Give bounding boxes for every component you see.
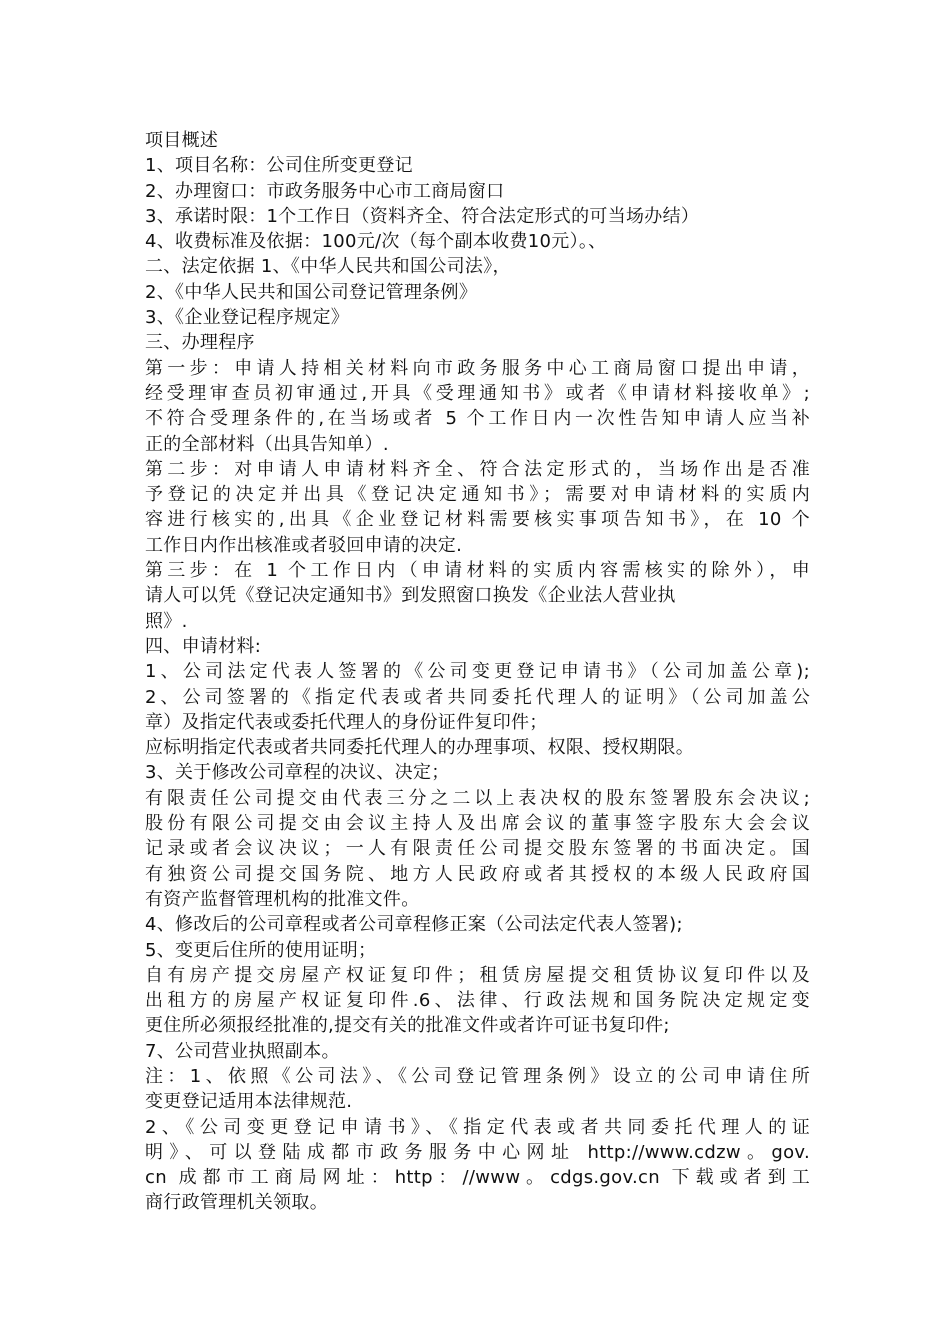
text-line: 正的全部材料（出具告知单）. [145, 433, 389, 455]
text-line: 3、承诺时限：1个工作日（资料齐全、符合法定形式的可当场办结） [145, 205, 700, 227]
text-line: 注：1、依照《公司法》、《公司登记管理条例》设立的公司申请住所 [145, 1065, 810, 1087]
text-line: 应标明指定代表或者共同委托代理人的办理事项、权限、授权期限。 [145, 737, 694, 759]
text-line: 1、公司法定代表人签署的《公司变更登记申请书》（公司加盖公章); [145, 661, 810, 683]
text-line: 更住所必须报经批准的,提交有关的批准文件或者许可证书复印件; [145, 1015, 670, 1037]
text-line: 2、《公司变更登记申请书》、《指定代表或者共同委托代理人的证 [145, 1116, 810, 1138]
text-line: 自有房产提交房屋产权证复印件；租赁房屋提交租赁协议复印件以及 [145, 964, 810, 986]
text-line: 商行政管理机关领取。 [145, 1192, 328, 1214]
text-line: 2、《中华人民共和国公司登记管理条例》 [145, 281, 478, 303]
text-line: 3、《企业登记程序规定》 [145, 307, 350, 329]
text-line: 变更登记适用本法律规范. [145, 1091, 353, 1113]
text-line: 有限责任公司提交由代表三分之二以上表决权的股东签署股东会决议; [145, 787, 810, 809]
text-line: 章）及指定代表或委托代理人的身份证件复印件； [145, 711, 548, 733]
text-line: 2、公司签署的《指定代表或者共同委托代理人的证明》（公司加盖公 [145, 686, 810, 708]
text-line: 工作日内作出核准或者驳回申请的决定. [145, 534, 463, 556]
text-line: 7、公司营业执照副本。 [145, 1040, 340, 1062]
text-line: 3、关于修改公司章程的决议、决定； [145, 762, 450, 784]
text-line: 第一步：申请人持相关材料向市政务服务中心工商局窗口提出申请， [145, 357, 810, 379]
text-line: 2、办理窗口：市政务服务中心市工商局窗口 [145, 180, 505, 202]
text-line: 5、变更后住所的使用证明； [145, 939, 377, 961]
text-line: 经受理审查员初审通过,开具《受理通知书》或者《申请材料接收单》; [145, 382, 810, 404]
text-line: 二、法定依据 1、《中华人民共和国公司法》， [145, 256, 511, 278]
text-line: 三、办理程序 [145, 332, 255, 354]
text-line: 第二步：对申请人申请材料齐全、符合法定形式的，当场作出是否准 [145, 458, 810, 480]
text-line: 项目概述 [145, 130, 219, 151]
text-line: 请人可以凭《登记决定通知书》到发照窗口换发《企业法人营业执 [145, 585, 676, 607]
text-line: cn 成都市工商局网址：http：//www。cdgs.gov.cn 下载或者到工 [145, 1167, 810, 1189]
text-line: 第三步：在 1 个工作日内（申请材料的实质内容需核实的除外），申 [145, 560, 810, 582]
text-line: 容进行核实的,出具《企业登记材料需要核实事项告知书》，在 10 个 [145, 509, 810, 531]
text-line: 有资产监督管理机构的批准文件。 [145, 888, 420, 910]
text-line: 出租方的房屋产权证复印件.6、法律、行政法规和国务院决定规定变 [145, 990, 810, 1012]
text-line: 1、项目名称：公司住所变更登记 [145, 155, 413, 177]
text-line: 予登记的决定并出具《登记决定通知书》；需要对申请材料的实质内 [145, 484, 810, 506]
text-line: 4、修改后的公司章程或者公司章程修正案（公司法定代表人签署); [145, 914, 683, 936]
document-body [145, 128, 810, 1216]
text-line: 明》、可以登陆成都市政务服务中心网址 http://www.cdzw。gov. [145, 1141, 810, 1163]
text-line: 有独资公司提交国务院、地方人民政府或者其授权的本级人民政府国 [145, 863, 810, 885]
text-line: 记录或者会议决议；一人有限责任公司提交股东签署的书面决定。国 [145, 838, 810, 860]
text-line: 不符合受理条件的,在当场或者 5 个工作日内一次性告知申请人应当补 [145, 408, 810, 430]
text-line: 股份有限公司提交由会议主持人及出席会议的董事签字股东大会会议 [145, 813, 810, 835]
text-line: 四、申请材料: [145, 635, 262, 657]
text-line: 4、收费标准及依据：100元/次（每个副本收费10元）。、 [145, 231, 607, 253]
text-line: 照》. [145, 610, 188, 632]
